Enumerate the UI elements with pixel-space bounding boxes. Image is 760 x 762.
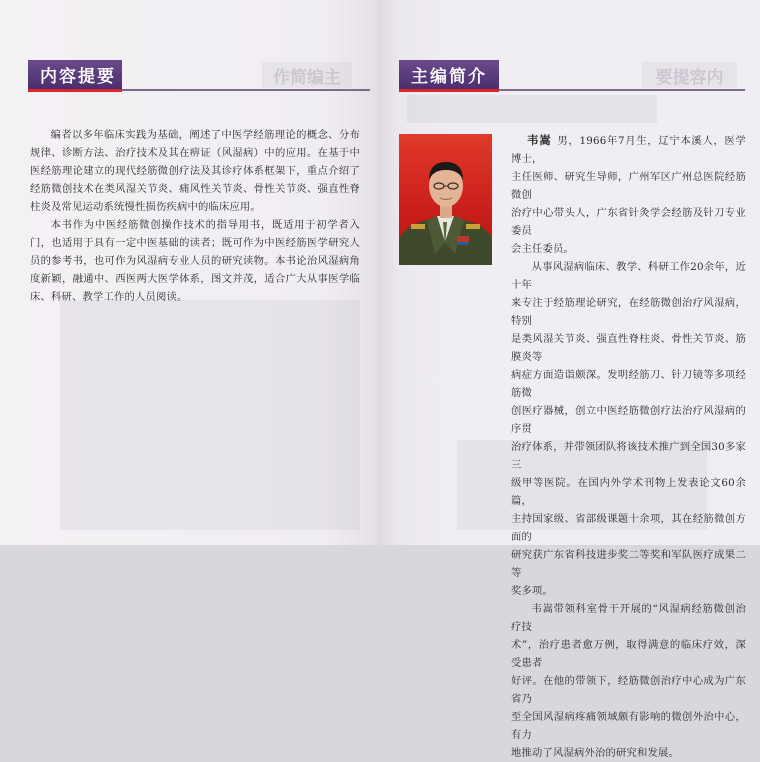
- bio-line: 是类风湿关节炎、强直性脊柱炎、骨性关节炎、筋膜炎等: [511, 333, 746, 363]
- bio-line: 韦嵩带领科室骨干开展的“风湿病经筋微创治疗技: [511, 603, 746, 633]
- ghost-title-left: 作简编主: [262, 62, 352, 88]
- ghost-title-right: 要提容内: [642, 62, 737, 88]
- bio-line: 男，1966年7月生，辽宁本溪人，医学博士，: [511, 135, 746, 165]
- summary-text: [30, 126, 360, 306]
- section-header-left: [0, 60, 377, 92]
- bio-line: 病症方面造诣颇深。发明经筋刀、针刀镜等多项经筋微: [511, 369, 746, 399]
- section-header-right: [377, 60, 760, 92]
- summary-paragraph-1: 编者以多年临床实践为基础，阐述了中医学经筋理论的概念、分布规律、诊断方法、治疗技术及其在痹证（风湿病）中的应用。在基于中医经筋理论建立的现代经筋微创疗法及其诊疗体系框架下，重点介绍了经筋微创技术在类风湿关节炎、痛风性关节炎、骨性关节炎、强直性脊柱炎及常见运动系统慢性损伤疾病中的临床应用。: [30, 129, 360, 213]
- author-bio: [399, 131, 746, 762]
- header-rule: [495, 89, 745, 91]
- bio-line: 好评。在他的带领下，经筋微创治疗中心成为广东省乃: [511, 675, 746, 705]
- section-title-editor: 主编简介: [399, 60, 499, 92]
- bio-line: 从事风湿病临床、教学、科研工作20余年，近十年: [511, 261, 746, 291]
- bio-line: 来专注于经筋理论研究，在经筋微创治疗风湿病，特别: [511, 297, 746, 327]
- bio-line: 奖多项。: [511, 585, 553, 597]
- summary-paragraph-2: 本书作为中医经筋微创操作技术的指导用书，既适用于初学者入门，也适用于具有一定中医基础的读者；既可作为中医经筋医学研究人员的参考书，也可作为风湿病专业人员的研究读物。本书论治风湿病角度新颖，融通中、西医两大医学体系，图文并茂，适合广大从事医学临床、科研、教学工作的人员阅读。: [30, 219, 360, 303]
- bleed-through-text: [60, 300, 360, 530]
- bleed-through-text: [407, 95, 657, 123]
- bio-line: 级甲等医院。在国内外学术刊物上发表论文60余篇，: [511, 477, 746, 507]
- bio-line: 至全国风湿病疼痛领域颇有影响的微创外治中心，有力: [511, 711, 746, 741]
- bio-line: 创医疗器械，创立中医经筋微创疗法治疗风湿病的序贯: [511, 405, 746, 435]
- author-name: 韦嵩: [527, 133, 552, 147]
- bio-line: 会主任委员。: [511, 243, 574, 255]
- bio-line: 治疗体系，并带领团队将该技术推广到全国30多家三: [511, 441, 746, 471]
- bio-line: 主持国家级、省部级课题十余项，其在经筋微创方面的: [511, 513, 746, 543]
- bio-line: 研究获广东省科技进步奖二等奖和军队医疗成果二等: [511, 549, 746, 579]
- bio-intro: [511, 131, 746, 168]
- header-rule: [120, 89, 370, 91]
- bio-line: 主任医师、研究生导师，广州军区广州总医院经筋微创: [511, 171, 746, 201]
- bio-line: 地推动了风湿病外治的研究和发展。: [511, 747, 679, 759]
- left-page: [0, 0, 377, 545]
- section-title-summary: 内容提要: [28, 60, 122, 92]
- bio-line: 治疗中心带头人，广东省针灸学会经筋及针刀专业委员: [511, 207, 746, 237]
- bio-line: 术”，治疗患者愈万例，取得满意的临床疗效，深受患者: [511, 639, 746, 669]
